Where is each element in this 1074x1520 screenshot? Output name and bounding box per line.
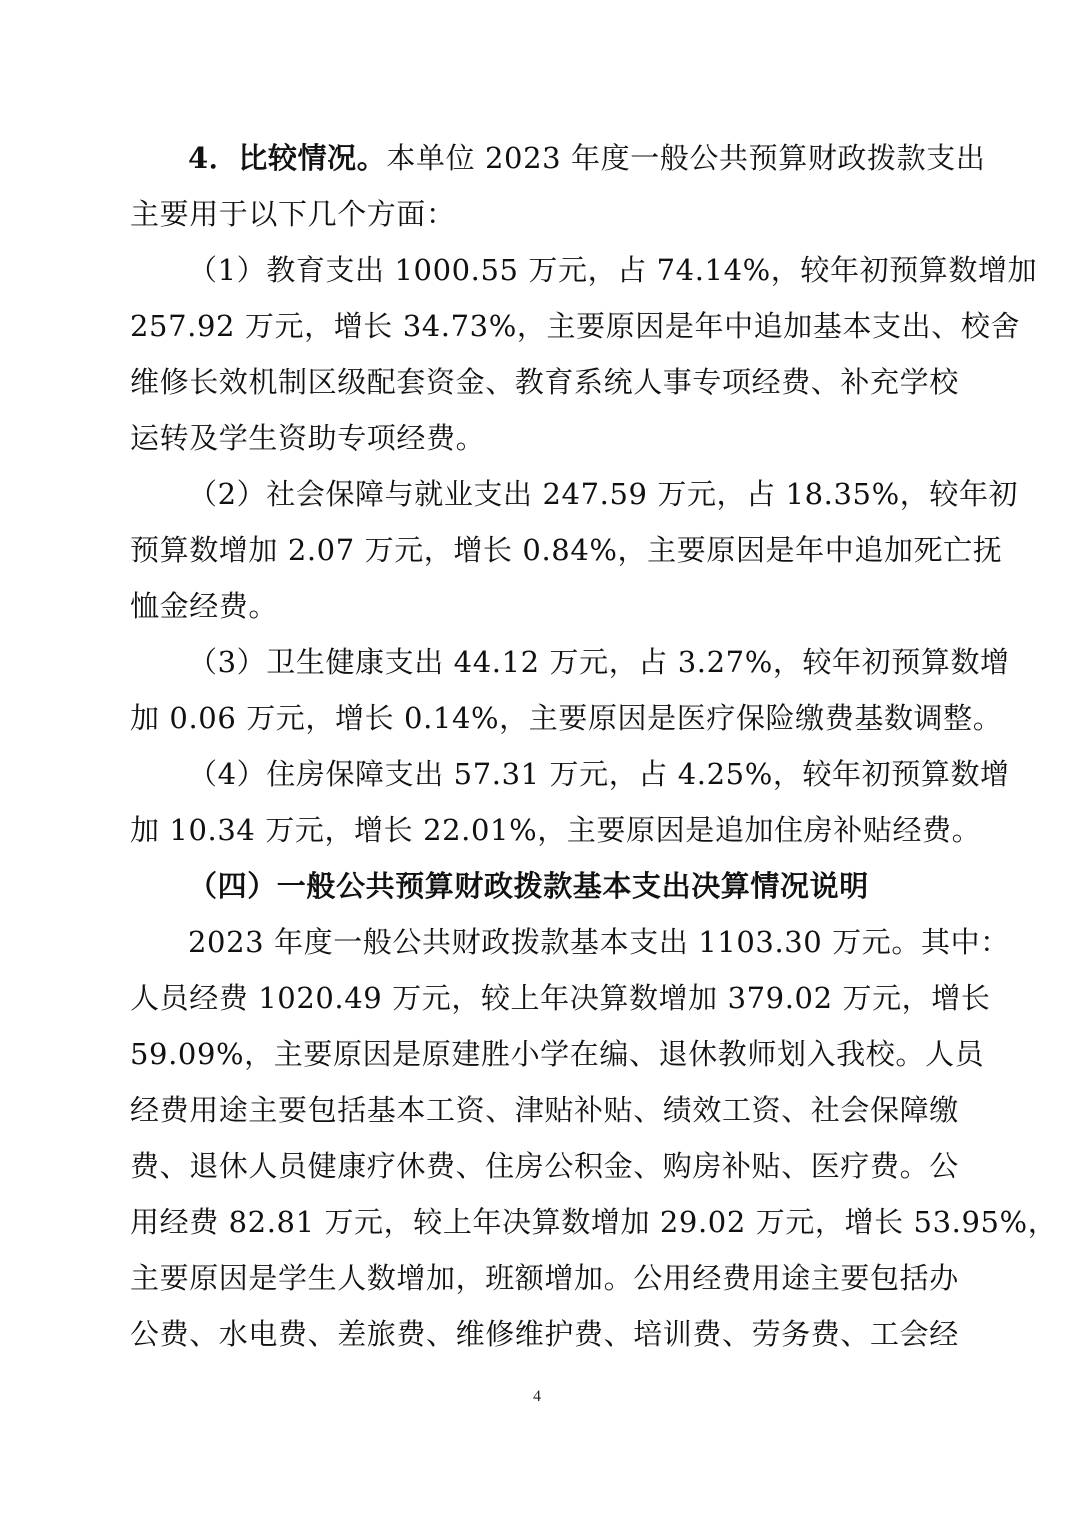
- item1-line-4: 运转及学生资助专项经费。: [130, 421, 486, 455]
- basic-line-6: 用经费 82.81 万元，较上年决算数增加 29.02 万元，增长 53.95%，: [130, 1205, 1058, 1239]
- section4-text: 本单位 2023 年度一般公共预算财政拨款支出: [386, 141, 986, 175]
- basic-line-5: 费、退休人员健康疗休费、住房公积金、购房补贴、医疗费。公: [130, 1149, 959, 1183]
- basic-line-4: 经费用途主要包括基本工资、津贴补贴、绩效工资、社会保障缴: [130, 1093, 959, 1127]
- section-heading: （四）一般公共预算财政拨款基本支出决算情况说明: [188, 869, 869, 903]
- item1-line-1: （1）教育支出 1000.55 万元，占 74.14%，较年初预算数增加: [188, 253, 1038, 287]
- item1-line-3: 维修长效机制区级配套资金、教育系统人事专项经费、补充学校: [130, 365, 959, 399]
- section4-label: 4．比较情况。: [188, 141, 387, 175]
- page-number: 4: [533, 1388, 541, 1405]
- basic-line-2: 人员经费 1020.49 万元，较上年决算数增加 379.02 万元，增长: [130, 981, 991, 1015]
- basic-line-8: 公费、水电费、差旅费、维修维护费、培训费、劳务费、工会经: [130, 1317, 959, 1351]
- item4-line-2: 加 10.34 万元，增长 22.01%，主要原因是追加住房补贴经费。: [130, 813, 982, 847]
- section4-line-2: 主要用于以下几个方面：: [130, 197, 456, 231]
- basic-line-7: 主要原因是学生人数增加，班额增加。公用经费用途主要包括办: [130, 1261, 959, 1295]
- item3-line-2: 加 0.06 万元，增长 0.14%，主要原因是医疗保险缴费基数调整。: [130, 701, 1003, 735]
- item2-line-2: 预算数增加 2.07 万元，增长 0.84%，主要原因是年中追加死亡抚: [130, 533, 1003, 567]
- section4-line-1: [188, 138, 986, 178]
- item4-line-1: （4）住房保障支出 57.31 万元，占 4.25%，较年初预算数增: [188, 757, 1010, 791]
- item3-line-1: （3）卫生健康支出 44.12 万元，占 3.27%，较年初预算数增: [188, 645, 1010, 679]
- basic-line-3: 59.09%，主要原因是原建胜小学在编、退休教师划入我校。人员: [130, 1037, 985, 1071]
- item1-line-2: 257.92 万元，增长 34.73%，主要原因是年中追加基本支出、校舍: [130, 309, 1021, 343]
- basic-line-1: 2023 年度一般公共财政拨款基本支出 1103.30 万元。其中：: [188, 925, 1010, 959]
- item2-line-1: （2）社会保障与就业支出 247.59 万元，占 18.35%，较年初: [188, 477, 1019, 511]
- item2-line-3: 恤金经费。: [130, 589, 279, 623]
